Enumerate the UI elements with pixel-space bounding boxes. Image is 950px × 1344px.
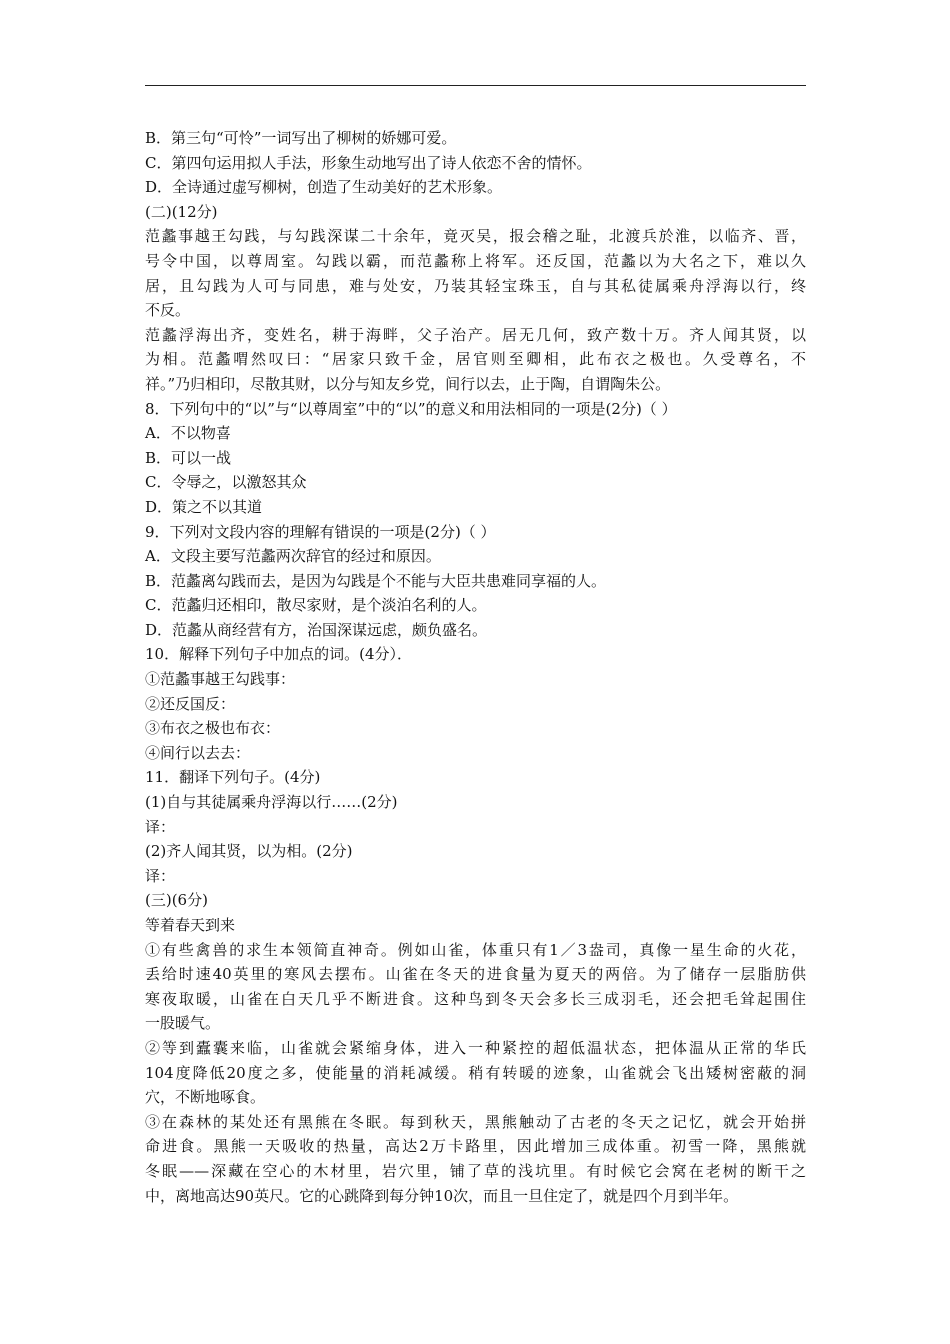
text-line: ③布衣之极也布衣： — [145, 719, 281, 738]
text-line: 命进食。黑熊一天吸收的热量，高达2万卡路里，因此增加三成体重。初雪一降，黑熊就 — [145, 1137, 806, 1156]
text-line: 8．下列句中的“以”与“以尊周室”中的“以”的意义和用法相同的一项是(2分)（ ） — [145, 399, 677, 418]
paragraph — [145, 446, 806, 471]
text-line: 译： — [145, 817, 176, 836]
text-line: 10．解释下列句子中加点的词。(4分）． — [145, 645, 412, 664]
paragraph — [145, 815, 806, 840]
paragraph — [145, 765, 806, 790]
paragraph — [145, 913, 806, 938]
paragraph — [145, 397, 806, 422]
paragraph — [145, 667, 806, 692]
text-line: ④间行以去去： — [145, 743, 251, 762]
text-line: D．策之不以其道 — [145, 497, 263, 516]
paragraph — [145, 421, 806, 446]
text-line: 中，离地高达90英尺。它的心跳降到每分钟10次，而且一旦住定了，就是四个月到半年。 — [145, 1186, 739, 1205]
text-line: C．范蠡归还相印，散尽家财，是个淡泊名利的人。 — [145, 596, 487, 615]
text-line: D．全诗通过虚写柳树，创造了生动美好的艺术形象。 — [145, 178, 503, 197]
header-rule — [145, 85, 806, 86]
paragraph — [145, 790, 806, 815]
paragraph — [145, 864, 806, 889]
text-line: ②等到蠹囊来临，山雀就会紧缩身体，进入一种紧控的超低温状态，把体温从正常的华氏 — [145, 1038, 806, 1057]
paragraph — [145, 1110, 806, 1208]
text-line: B．第三句“可怜”一词写出了柳树的娇娜可爱。 — [145, 129, 457, 147]
text-line: (二)(12分) — [145, 202, 218, 221]
text-line: (1)自与其徒属乘舟浮海以行……(2分) — [145, 793, 398, 812]
text-line: C．第四句运用拟人手法，形象生动地写出了诗人依恋不舍的情怀。 — [145, 153, 592, 172]
paragraph — [145, 323, 806, 397]
paragraph — [145, 618, 806, 643]
text-line: 9．下列对文段内容的理解有错误的一项是(2分)（ ） — [145, 522, 496, 541]
text-line: 为相。范蠡喟然叹曰：“居家只致千金，居官则至卿相，此布衣之极也。久受尊名，不 — [145, 350, 806, 369]
paragraph — [145, 938, 806, 1036]
paragraph — [145, 1036, 806, 1110]
paragraph — [145, 741, 806, 766]
text-line: 寒夜取暖，山雀在白天几乎不断进食。这种鸟到冬天会多长三成羽毛，还会把毛耸起围住 — [145, 989, 806, 1008]
text-line: 范蠡浮海出齐，变姓名，耕于海畔，父子治产。居无几何，致产数十万。齐人闻其贤，以 — [145, 325, 806, 344]
paragraph — [145, 520, 806, 545]
text-line: 不反。 — [145, 301, 191, 320]
text-line: 冬眠——深藏在空心的木材里，岩穴里，铺了草的浅坑里。有时候它会窝在老树的断干之 — [145, 1161, 806, 1180]
text-line: 丢给时速40英里的寒风去摆布。山雀在冬天的进食量为夏天的两倍。为了储存一层脂肪供 — [145, 965, 806, 984]
paragraph — [145, 175, 806, 200]
text-line: 一股暖气。 — [145, 1014, 221, 1033]
text-line: 号令中国，以尊周室。勾践以霸，而范蠡称上将军。还反国，范蠡以为大名之下，难以久 — [145, 251, 806, 270]
paragraph — [145, 716, 806, 741]
text-line: 祥。”乃归相印，尽散其财，以分与知友乡党，间行以去，止于陶，自谓陶朱公。 — [145, 374, 671, 393]
paragraph — [145, 200, 806, 225]
paragraph — [145, 888, 806, 913]
paragraph — [145, 839, 806, 864]
text-line: 居，且勾践为人可与同患，难与处安，乃装其轻宝珠玉，自与其私徒属乘舟浮海以行，终 — [145, 276, 806, 295]
document-body — [145, 126, 806, 1208]
paragraph — [145, 495, 806, 520]
text-line: (三)(6分) — [145, 891, 208, 910]
text-line: ②还反国反： — [145, 694, 236, 713]
text-line: 104度降低20度之多，使能量的消耗减缓。稍有转暖的迹象，山雀就会飞出矮树密蔽的洞 — [145, 1063, 806, 1082]
text-line: B．可以一战 — [145, 448, 232, 467]
text-line: 穴，不断地啄食。 — [145, 1088, 266, 1107]
text-line: B．范蠡离勾践而去，是因为勾践是个不能与大臣共患难同享福的人。 — [145, 571, 607, 590]
text-line: 11．翻译下列句子。(4分) — [145, 768, 321, 787]
text-line: A．不以物喜 — [145, 424, 231, 443]
paragraph — [145, 126, 806, 151]
text-line: 译： — [145, 866, 176, 885]
paragraph — [145, 224, 806, 322]
paragraph — [145, 151, 806, 176]
text-line: A．文段主要写范蠡两次辞官的经过和原因。 — [145, 547, 441, 566]
paragraph — [145, 692, 806, 717]
paragraph — [145, 642, 806, 667]
paragraph — [145, 470, 806, 495]
text-line: D．范蠡从商经营有方，治国深谋远虑，颇负盛名。 — [145, 620, 488, 639]
paragraph — [145, 593, 806, 618]
paragraph — [145, 544, 806, 569]
text-line: C．令辱之，以激怒其众 — [145, 473, 307, 492]
text-line: ①范蠡事越王勾践事： — [145, 670, 296, 689]
paragraph — [145, 569, 806, 594]
text-line: 等着春天到来 — [145, 916, 236, 934]
text-line: ①有些禽兽的求生本领简直神奇。例如山雀，体重只有1／3盎司，真像一星生命的火花， — [145, 940, 806, 959]
text-line: (2)齐人闻其贤，以为相。(2分) — [145, 842, 353, 861]
text-line: 范蠡事越王勾践，与勾践深谋二十余年，竟灭吴，报会稽之耻，北渡兵於淮，以临齐、晋， — [145, 227, 806, 246]
text-line: ③在森林的某处还有黑熊在冬眠。每到秋天，黑熊触动了古老的冬天之记忆，就会开始拼 — [145, 1112, 806, 1131]
